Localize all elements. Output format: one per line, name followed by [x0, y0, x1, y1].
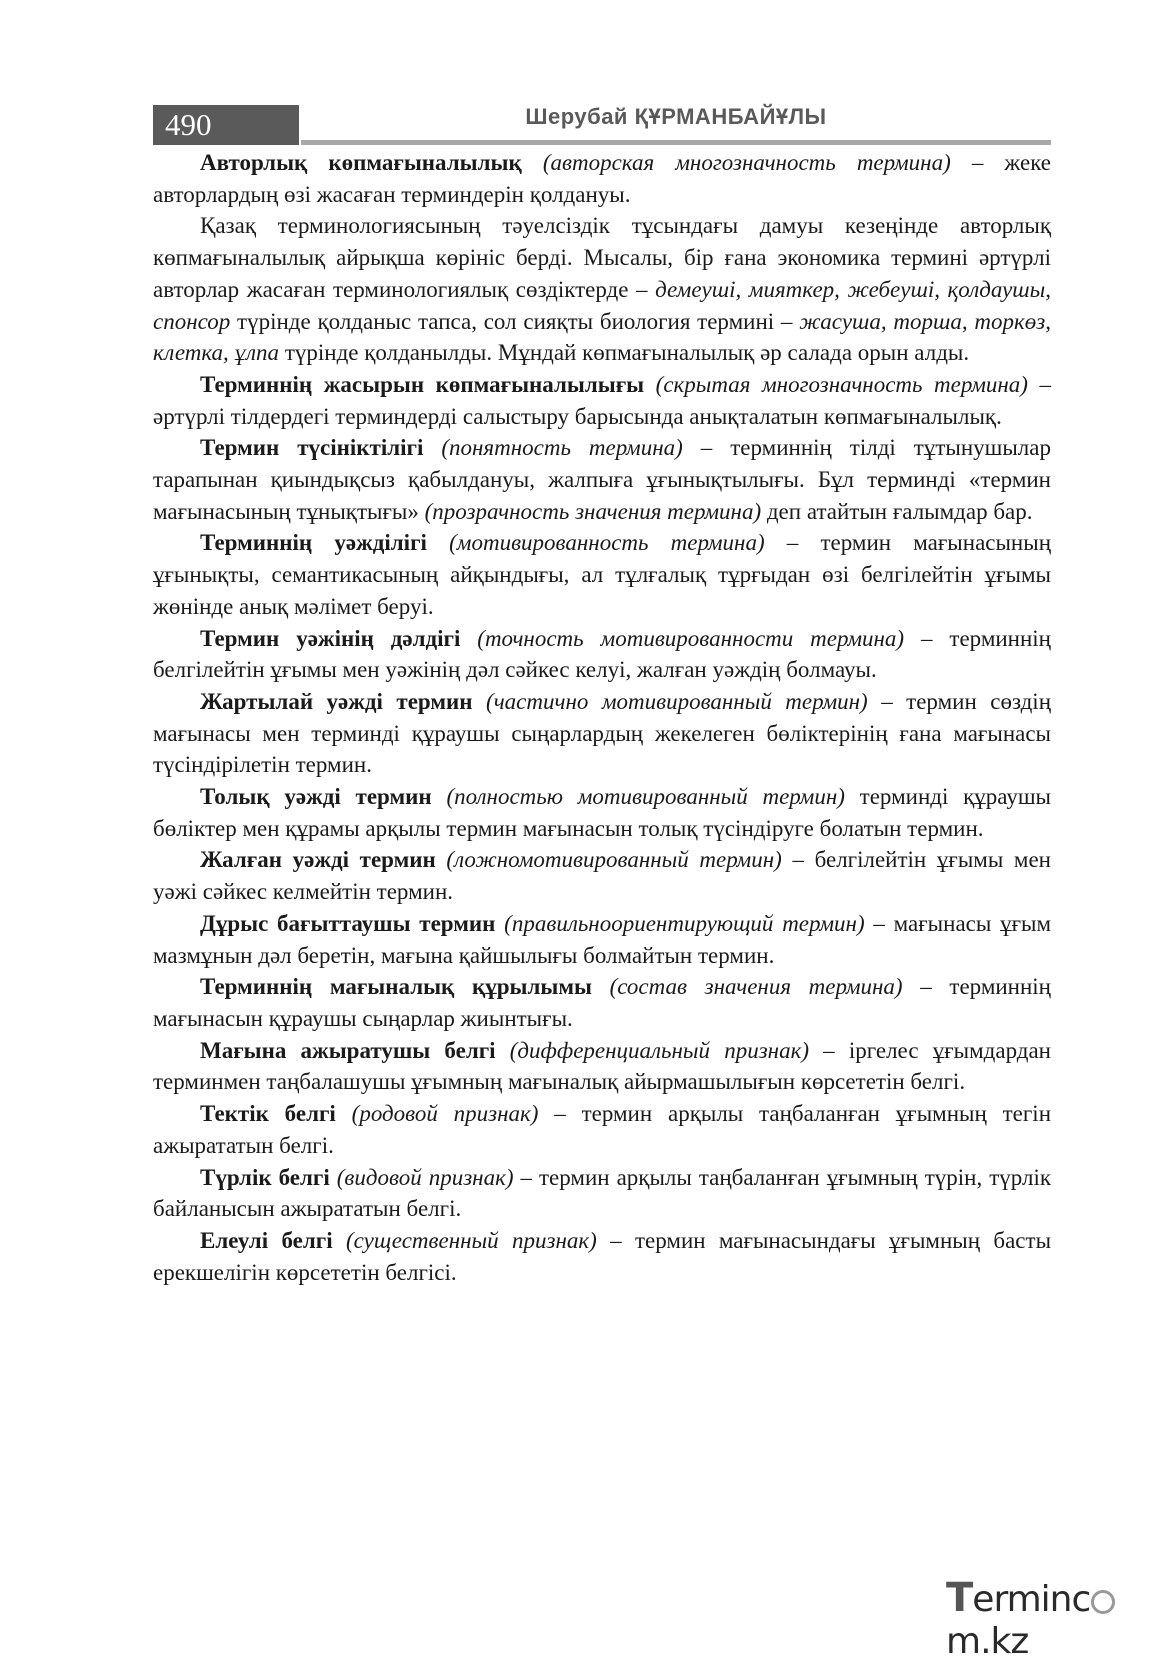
paragraph — [153, 1035, 1051, 1098]
term-heading: Жалған уәжді термин — [200, 847, 436, 873]
paragraph — [153, 971, 1051, 1034]
paragraph — [153, 686, 1051, 781]
definition: – іргелес ұғымдардан терминмен таңбалашушы ұғымның мағыналық айырмашылығын көрсететін белгі. — [153, 1037, 1051, 1095]
russian-equivalent: (ложномотивированный термин) — [446, 847, 782, 873]
term-heading: Термин уәжінің дәлдігі — [200, 625, 461, 651]
header-divider — [301, 140, 1051, 145]
definition: – терминнің тілді тұтынушылар тарапынан қиындықсыз қабылдануы, жалпыға ұғынықтылығы. Бұл терминді «термин мағынасының тұнықтығы» — [153, 435, 1051, 524]
definition: – терминнің мағынасын құраушы сыңарлар жиынтығы. — [153, 974, 1051, 1031]
watermark-t: T — [946, 1575, 973, 1621]
paragraph — [153, 432, 1051, 527]
term-heading: Дұрыс бағыттаушы термин — [200, 910, 496, 936]
russian-equivalent: (прозрачность значения термина) — [424, 498, 762, 524]
watermark-domain: m.kz — [946, 1621, 1029, 1662]
paragraph — [153, 210, 1051, 369]
definition: – термин арқылы таңбаланған ұғымның тегін ажырататын белгі. — [153, 1101, 1051, 1158]
paragraph — [153, 1098, 1051, 1161]
definition: – термин мағынасындағы ұғымның басты ерекшелігін көрсететін белгісі. — [153, 1227, 1052, 1285]
paragraph — [153, 369, 1051, 432]
term-heading: Елеулі белгі — [200, 1227, 333, 1253]
term-heading: Терминнің жасырын көпмағыналылығы — [200, 371, 645, 397]
body-text: түрінде қолданыс тапса, сол сияқты биология термині – — [230, 308, 800, 334]
definition: – термин мағынасының ұғынықты, семантикасының айқындығы, ал тұлғалық тұрғыдан өзі белгілейтін ұғымы жөнінде анық мәлімет беруі. — [153, 530, 1052, 619]
russian-equivalent: (точность мотивированности термина) — [477, 625, 905, 651]
paragraph — [153, 908, 1051, 971]
example-terms: демеуші, мияткер, жебеуші, қолдаушы, спонсор — [153, 276, 1051, 334]
body-text: Қазақ терминологиясының тәуелсіздік тұсындағы дамуы кезеңінде авторлық көпмағыналылық айрықша көрініс берді. Мысалы, бір ғана экономика термині әртүрлі авторлар жасаған терминологиялық сөздіктерде – — [153, 213, 1051, 302]
paragraph — [153, 781, 1051, 844]
paragraph — [153, 527, 1051, 622]
russian-equivalent: (полностью мотивированный термин) — [446, 784, 845, 810]
definition: – мағынасы ұғым мазмұнын дәл беретін, мағына қайшылығы болмайтын термин. — [153, 910, 1052, 968]
definition: терминді құраушы бөліктер мен құрамы арқылы термин мағынасын толық түсіндіруге болатын термин. — [153, 784, 1051, 841]
russian-equivalent: (родовой признак) — [351, 1101, 539, 1127]
definition: деп атайтын ғалымдар бар. — [761, 498, 1033, 524]
definition: – жеке авторлардың өзі жасаған терминдерін қолдануы. — [153, 150, 1052, 207]
term-heading: Түрлік белгі — [200, 1164, 330, 1190]
term-heading: Мағына ажыратушы белгі — [200, 1037, 496, 1063]
paragraph — [153, 623, 1051, 686]
body-text: түрінде қолданылды. Мұндай көпмағыналылық әр салада орын алды. — [279, 340, 970, 366]
russian-equivalent: (авторская многозначность термина) — [542, 150, 951, 175]
russian-equivalent: (состав значения термина) — [609, 974, 903, 1000]
term-heading: Авторлық көпмағыналылық — [200, 150, 522, 175]
definition: – термин арқылы таңбаланған ұғымның түрін, түрлік байланысын ажырататын белгі. — [153, 1164, 1052, 1222]
paragraph — [153, 1225, 1051, 1288]
term-heading: Жартылай уәжді термин — [200, 688, 473, 714]
term-heading: Тектік белгі — [200, 1101, 336, 1127]
term-heading: Термин түсініктілігі — [200, 435, 424, 461]
paragraph — [153, 147, 1051, 210]
paragraph — [153, 844, 1051, 907]
watermark-text: erminc — [972, 1579, 1091, 1620]
definition: – белгілейтін ұғымы мен уәжі сәйкес келмейтін термин. — [153, 847, 1051, 905]
russian-equivalent: (дифференциальный признак) — [509, 1037, 809, 1063]
russian-equivalent: (скрытая многозначность термина) — [655, 371, 1028, 397]
page-number: 490 — [153, 105, 299, 145]
circle-icon — [1091, 1590, 1115, 1614]
term-heading: Толық уәжді термин — [200, 784, 432, 810]
russian-equivalent: (частично мотивированный термин) — [486, 688, 868, 714]
term-heading: Терминнің мағыналық құрылымы — [200, 974, 592, 1000]
watermark-logo — [946, 1575, 1146, 1662]
russian-equivalent: (понятность термина) — [441, 435, 683, 461]
paragraph — [153, 1162, 1051, 1225]
term-heading: Терминнің уәждiлiгі — [200, 530, 427, 556]
definition: – әртүрлі тілдердегі терминдерді салыстыру барысында анықталатын көпмағыналылық. — [153, 371, 1051, 429]
page-body — [153, 147, 1051, 1288]
definition: – термин сөздің мағынасы мен терминді құраушы сыңарлардың жекелеген бөліктерінің ғана мағынасы түсіндірілетін термин. — [153, 688, 1052, 778]
running-head: Шерубай ҚҰРМАНБАЙҰЛЫ — [525, 104, 827, 129]
russian-equivalent: (существенный признак) — [345, 1227, 597, 1253]
definition: – терминнің белгілейтін ұғымы мен уәжінің дәл сәйкес келуі, жалған уәждің болмауы. — [153, 625, 1051, 683]
russian-equivalent: (мотивированность термина) — [449, 530, 765, 556]
russian-equivalent: (правильноориентирующий термин) — [504, 910, 865, 936]
example-terms: жасуша, торша, торкөз, клетка, ұлпа — [153, 308, 1051, 366]
russian-equivalent: (видовой признак) — [336, 1164, 514, 1190]
